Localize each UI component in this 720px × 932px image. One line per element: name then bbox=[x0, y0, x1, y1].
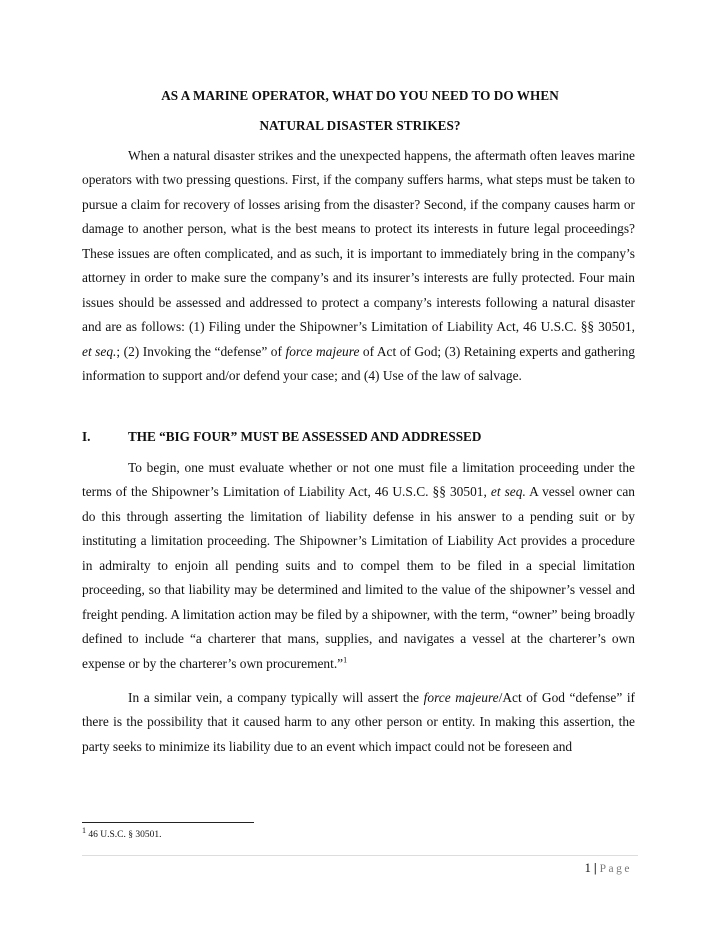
paragraph-limitation bbox=[82, 456, 635, 676]
page-footer bbox=[585, 861, 632, 876]
paragraph-intro-text-e: of Act of God; (3) Retaining experts and gathering information to support and/or defend your case; and (4) Use of the law of salvage. bbox=[82, 343, 635, 384]
paragraph-intro-text-c: ; (2) Invoking the “defense” of bbox=[116, 343, 286, 359]
footer-divider bbox=[82, 855, 638, 856]
document-title-line-2: NATURAL DISASTER STRIKES? bbox=[259, 118, 461, 133]
paragraph-force-majeure-text-a: In a similar vein, a company typically will assert the bbox=[128, 690, 424, 705]
paragraph-intro bbox=[82, 144, 635, 389]
document-title-line-1: AS A MARINE OPERATOR, WHAT DO YOU NEED TO DO WHEN bbox=[161, 88, 559, 103]
footnote bbox=[82, 825, 162, 840]
footnote-reference[interactable]: 1 bbox=[343, 655, 348, 665]
footnote-text: 46 U.S.C. § 30501. bbox=[86, 830, 162, 840]
paragraph-force-majeure-text-c: /Act of God “defense” if there is the possibility that it caused harm to any other person or entity. In making this assertion, the party seeks to minimize its liability due to an event which impact could not be foreseen and bbox=[82, 690, 635, 754]
paragraph-limitation-text-a: To begin, one must evaluate whether or not one must file a limitation proceeding under the terms of the Shipowner’s Limitation of Liability Act, 46 U.S.C. §§ 30501, bbox=[82, 460, 635, 500]
page-number: 1 bbox=[584, 861, 591, 875]
footnote-marker: 1 bbox=[82, 825, 86, 835]
paragraph-force-majeure bbox=[82, 686, 635, 759]
paragraph-force-majeure-italic-b: force majeure bbox=[423, 690, 499, 705]
page-label: Page bbox=[599, 863, 632, 875]
section-heading bbox=[82, 429, 481, 445]
paragraph-limitation-text-c: A vessel owner can do this through asserting the limitation of liability defense in his answer to a pending suit or by instituting a limitation proceeding. The Shipowner’s Limitation of Liability Act provides a procedure in admiralty to enjoin all pending suits and to compel them to be filed in a special limitation proceeding, so that liability may be determined and limited to the value of the shipowner’s vessel and freight pending. A limitation action may be filed by a shipowner, with the term, “owner” being broadly defined to include “a charterer that mans, supplies, and navigates a vessel at the charterer’s own expense or by the charterer’s own procurement.” bbox=[82, 484, 635, 671]
paragraph-intro-italic-d: force majeure bbox=[285, 343, 360, 359]
paragraph-intro-text-a: When a natural disaster strikes and the unexpected happens, the aftermath often leaves marine operators with two pressing questions. First, if the company suffers harms, what steps must be taken to pursue a claim for recovery of losses arising from the disaster? Second, if the company causes harm or damage to another person, what is the best means to protect its interests in future legal proceedings? These issues are often complicated, and as such, it is important to immediately bring in the company’s attorney in order to make sure the company’s and its insurer’s interests are fully protected. Four main issues should be assessed and addressed to protect a company’s interests following a natural disaster and are as follows: (1) Filing under the Shipowner’s Limitation of Liability Act, 46 U.S.C. §§ 30501, bbox=[82, 148, 635, 335]
paragraph-limitation-italic-b: et seq. bbox=[490, 484, 526, 500]
footnote-separator bbox=[82, 822, 254, 823]
section-heading-number: I. bbox=[82, 429, 91, 444]
footer-separator: | bbox=[593, 861, 597, 875]
section-heading-text: THE “BIG FOUR” MUST BE ASSESSED AND ADDRESSED bbox=[128, 429, 482, 444]
paragraph-intro-italic-b: et seq. bbox=[82, 343, 117, 359]
